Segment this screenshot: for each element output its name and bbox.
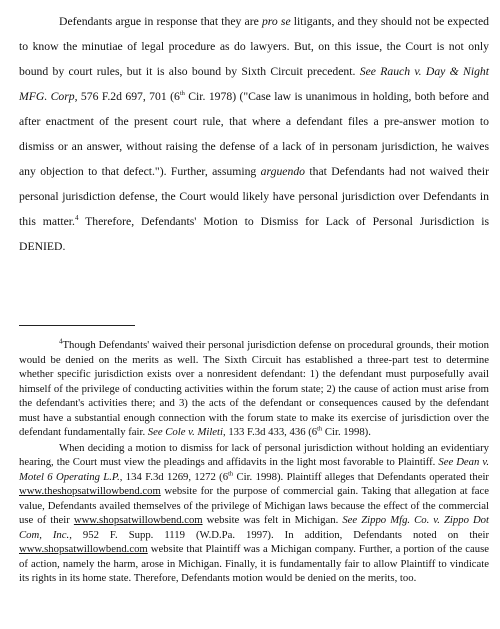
case-citation: See Rauch v. Day & Night MFG. Corp <box>19 65 489 103</box>
text-span: Cir. 1998). Plaintiff alleges that Defendants operated their <box>233 470 489 483</box>
text-span: website for the purpose of commercial gain. Taking that allegation at face value, Defendants availed themselves of the privilege of Michigan laws because the effect of the commercial use of their <box>19 485 489 526</box>
text-span: Defendants argue in response that they are <box>59 15 262 28</box>
text-span: Therefore, Defendants' Motion to Dismiss for Lack of Personal Jurisdiction is DENIED. <box>19 215 490 253</box>
ordinal-suffix: th <box>317 425 323 433</box>
website-link[interactable]: www.shopsatwillowbend.com <box>19 543 148 555</box>
footnote-text <box>19 338 489 587</box>
website-link[interactable]: www.theshopsatwillowbend.com <box>19 485 161 497</box>
text-span: website was felt in Michigan. <box>202 514 343 526</box>
text-span: , 952 F. Supp. 1119 (W.D.Pa. 1997). In addition, Defendants noted on their <box>69 528 489 541</box>
text-span: website that Plaintiff was a Michigan company. Further, a portion of the cause of action, namely the harm, arose in Michigan. Finally, it is fundamentally fair to allow Plaintiff to vindicate its rights in its home state. Therefore, Defendants motion would be denied on the merits, too. <box>19 543 489 584</box>
italic-term: pro se <box>261 15 291 28</box>
case-citation: See Dean v. Motel 6 Operating L.P. <box>19 456 489 483</box>
main-text <box>19 9 489 259</box>
text-span: Cir. 1998). <box>322 426 371 438</box>
main-paragraph <box>19 9 489 259</box>
ordinal-suffix: th <box>228 469 234 477</box>
text-span: that Defendants had not waived their personal jurisdiction defense, the Court would likely have personal jurisdiction over Defendants in this matter. <box>19 165 489 228</box>
italic-term: arguendo <box>260 165 306 178</box>
footnote-marker: 4 <box>59 337 63 346</box>
website-link[interactable]: www.shopsatwillowbend.com <box>73 514 203 526</box>
footnote-paragraph <box>19 441 489 586</box>
text-span: , 133 F.3d 433, 436 (6 <box>222 426 318 438</box>
ordinal-suffix: th <box>179 90 185 98</box>
case-citation: See Cole v. Mileti <box>147 426 223 438</box>
case-citation: See Zippo Mfg. Co. v. Zippo Dot Com, Inc. <box>19 514 489 541</box>
text-span: Cir. 1978) ("Case law is unanimous in holding, both before and after enactment of the present court rule, that where a defendant files a pre-answer motion to dismiss or an answer, without raising the defense of a lack of in personam jurisdiction, he waives any objection to that defect."). Further, assuming <box>19 90 489 178</box>
text-span: , 576 F.2d 697, 701 (6 <box>74 90 180 103</box>
footnote-paragraph <box>19 338 489 440</box>
text-span: litigants, and they should not be expected to know the minutiae of legal procedure as do lawyers. But, on this issue, the Court is not only bound by court rules, but it is also bound by Sixth Circuit precedent. <box>19 15 489 78</box>
footnote-reference: 4 <box>74 214 79 223</box>
footnote-separator <box>19 325 135 326</box>
text-span: When deciding a motion to dismiss for lack of personal jurisdiction without holding an evidentiary hearing, the Court must view the pleadings and affidavits in the light most favorable to Plaintiff. <box>19 441 489 468</box>
text-span: Though Defendants' waived their personal jurisdiction defense on procedural grounds, their motion would be denied on the merits as well. The Sixth Circuit has established a three-part test to determine whether specific jurisdiction exists over a nonresident defendant: 1) the defendant must purposefully avail himself of the privilege of conducting activities within the forum state; 2) the cause of action must arise from the defendant's activities there; and 3) the acts of the defendant or consequences caused by the defendant must have a substantial enough connection with the forum state to make its exercise of jurisdiction over the defendant fundamentally fair. <box>19 339 489 438</box>
text-span: , 134 F.3d 1269, 1272 (6 <box>119 470 229 483</box>
